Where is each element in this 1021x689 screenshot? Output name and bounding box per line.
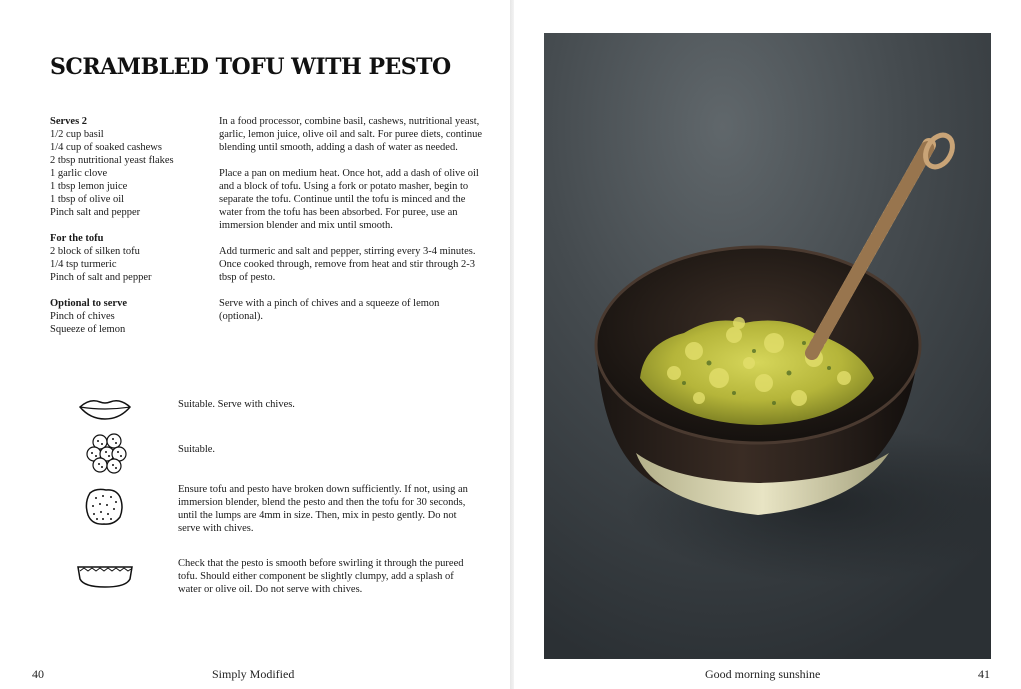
ingredient-item: Pinch salt and pepper	[50, 207, 141, 218]
recipe-title: SCRAMBLED TOFU WITH PESTO	[50, 54, 451, 80]
ingredient-item: 1/4 tsp turmeric	[50, 259, 117, 270]
ingredient-item: 2 tbsp nutritional yeast flakes	[50, 155, 174, 166]
scrambled-tofu-bowl-photo	[544, 33, 991, 659]
diet-text: Suitable.	[178, 444, 216, 455]
method-steps	[219, 115, 484, 336]
optional-heading: Optional to serve	[50, 298, 127, 309]
ingredient-item: 1 garlic clove	[50, 168, 108, 179]
minced-icon	[76, 485, 134, 529]
ingredient-item: Pinch of salt and pepper	[50, 272, 152, 283]
diet-text: Suitable. Serve with chives.	[178, 399, 295, 410]
diet-text: Ensure tofu and pesto have broken down sufficiently. If not, using an immersion blender, blend the pesto and then the tofu for 30 seconds, until the lumps are 4mm in size. Then, mix in pesto gently. Do not serve with chives.	[178, 484, 468, 534]
method-step: Add turmeric and salt and pepper, stirring every 3-4 minutes. Once cooked through, remove from heat and stir through 2-3 tbsp of pesto.	[219, 246, 476, 283]
bowl-illustration	[544, 33, 991, 659]
method-step: Serve with a pinch of chives and a squeeze of lemon (optional).	[219, 298, 440, 322]
serves-heading: Serves 2	[50, 116, 88, 127]
soft-pieces-icon	[76, 432, 134, 476]
ingredient-item: Pinch of chives	[50, 311, 115, 322]
running-title: Good morning sunshine	[705, 667, 821, 681]
ingredient-item: Squeeze of lemon	[50, 324, 126, 335]
tofu-heading: For the tofu	[50, 233, 104, 244]
page-number: 40	[32, 667, 44, 681]
method-step: Place a pan on medium heat. Once hot, add a dash of olive oil and a block of tofu. Using a fork or potato masher, begin to separate the tofu. Continue until the tofu is minced and the water from the tofu has been absorbed. For puree, use an immersion blender and mix until smooth.	[219, 168, 479, 231]
page-number: 41	[978, 667, 990, 681]
lips-icon	[76, 390, 134, 434]
puree-bowl-icon	[76, 557, 134, 601]
ingredient-item: 1 tbsp of olive oil	[50, 194, 125, 205]
method-step: In a food processor, combine basil, cashews, nutritional yeast, garlic, lemon juice, olive oil and salt. For puree diets, continue blending until smooth, adding a dash of water as needed.	[219, 116, 483, 153]
ingredients-list	[50, 115, 210, 336]
right-page	[514, 0, 1021, 689]
diet-text: Check that the pesto is smooth before swirling it through the pureed tofu. Should either component be slightly clumpy, add a splash of water or olive oil. Do not serve with chives.	[178, 558, 464, 595]
ingredient-item: 1 tbsp lemon juice	[50, 181, 128, 192]
running-title: Simply Modified	[212, 667, 295, 681]
left-page	[0, 0, 510, 689]
ingredient-item: 1/4 cup of soaked cashews	[50, 142, 162, 153]
ingredient-item: 1/2 cup basil	[50, 129, 104, 140]
ingredient-item: 2 block of silken tofu	[50, 246, 140, 257]
